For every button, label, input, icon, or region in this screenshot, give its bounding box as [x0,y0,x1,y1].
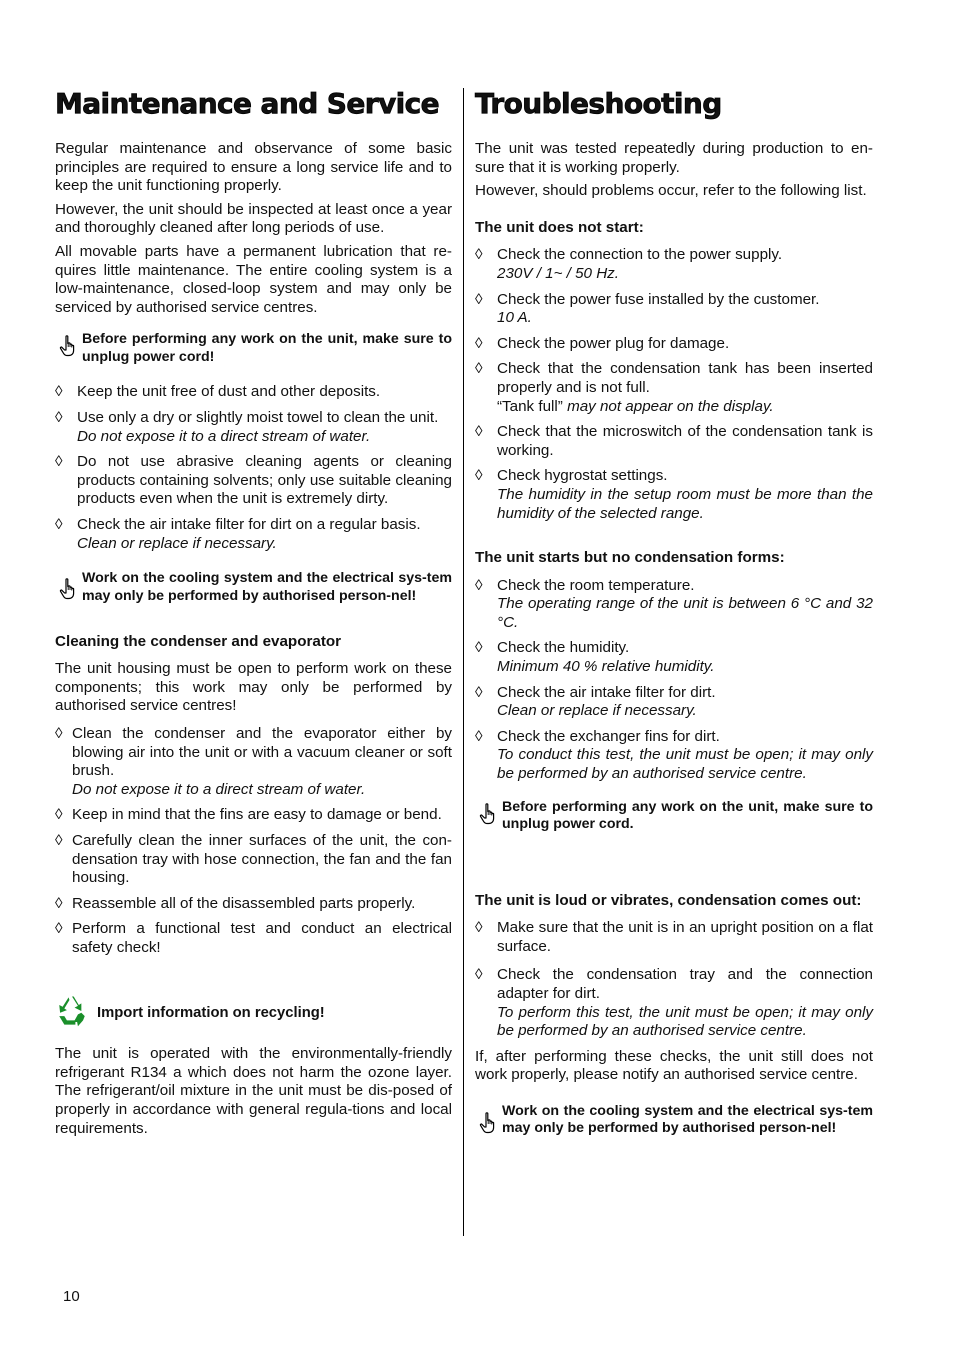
list-item: ◊ Check the power fuse installed by the customer. 10 A. [475,290,820,327]
maintenance-lubrication-text: All movable parts have a permanent lubrication that re-quires little maintenance. The entire cooling system is a low-maintenance, closed-loop system and may only be serviced by authorised service centres. [55,242,452,316]
warning-unplug: Before performing any work on the unit, make sure to unplug power cord! [55,331,452,366]
bullet-icon: ◊ [475,290,483,308]
bullet-icon: ◊ [475,966,483,984]
bullet-icon: ◊ [475,246,483,264]
bullet-icon: ◊ [475,423,483,441]
list-item: ◊ Keep in mind that the fins are easy to damage or bend. [55,806,442,824]
page-number: 10 [63,1288,80,1305]
bullet-icon: ◊ [475,727,483,745]
bullet-icon: ◊ [475,639,483,657]
bullet-icon: ◊ [55,453,63,471]
bullet-icon: ◊ [55,515,63,533]
bullet-icon: ◊ [55,408,63,426]
maintenance-column [55,86,452,1143]
troubleshooting-column [475,86,873,1140]
list-item: ◊ Carefully clean the inner surfaces of the unit, the con-densation tray with hose connection, the fan and the fan housing. [55,832,452,887]
maintenance-title: Maintenance and Service [55,87,439,120]
recycling-icon [55,994,97,1034]
troubleshooting-title: Troubleshooting [475,87,722,120]
warning-authorised-personnel: Work on the cooling system and the electrical sys-tem may only be performed by authorised person-nel! [475,1103,873,1140]
no-condensation-list [475,577,873,784]
bullet-icon: ◊ [475,334,483,352]
bullet-icon: ◊ [475,467,483,485]
list-item: ◊ Check the power plug for damage. [475,334,730,352]
list-item: ◊ Reassemble all of the disassembled parts properly. [55,894,416,912]
list-item: ◊ Make sure that the unit is in an upright position on a flat surface. [475,919,873,955]
bullet-icon: ◊ [55,806,63,824]
maintenance-intro: Regular maintenance and observance of some basic principles are required to ensure a long service life and to keep the unit functioning properly. [55,140,452,195]
list-item: ◊ Keep the unit free of dust and other deposits. [55,383,381,401]
list-item: ◊ Do not use abrasive cleaning agents or cleaning products containing solvents; only use suitable cleaning products even when the unit is extremely dirty. [55,453,452,508]
bullet-icon: ◊ [55,725,63,743]
pointing-hand-icon [475,799,502,831]
list-item: ◊ Use only a dry or slightly moist towel to clean the unit. Do not expose it to a direct stream of water. [55,408,439,445]
troubleshooting-intro: The unit was tested repeatedly during production to en-sure that it is working properly. [475,140,873,176]
notify-service-text: If, after performing these checks, the unit still does not work properly, please notify an authorised service centre. [475,1047,873,1084]
list-item: ◊ Check the connection to the power supply. 230V / 1~ / 50 Hz. [475,246,783,282]
warning-authorised-personnel: Work on the cooling system and the electrical sys-tem may only be performed by authorised person-nel! [55,570,452,606]
list-item: ◊ Check that the condensation tank has been inserted properly and is not full. “Tank full” may not appear on the display. [475,360,873,415]
list-item: ◊ Check the air intake filter for dirt. Clean or replace if necessary. [475,683,716,720]
list-item: ◊ Check hygrostat settings. The humidity in the setup room must be more than the humidity of the selected range. [475,467,873,522]
cleaning-subheading: Cleaning the condenser and evaporator [55,632,342,650]
list-item: ◊ Perform a functional test and conduct an electrical safety check! [55,920,452,956]
bullet-icon: ◊ [475,919,483,937]
list-item: ◊ Check the condensation tray and the connection adapter for dirt. To perform this test, the unit must be open; it may only be performed by an authorised service centre. [475,966,873,1040]
list-item: ◊ Check that the microswitch of the condensation tank is working. [475,423,873,459]
bullet-icon: ◊ [55,894,63,912]
recycling-heading: Import information on recycling! [55,994,452,1034]
bullet-icon: ◊ [55,383,63,401]
maintenance-inspection-text: However, the unit should be inspected at least once a year and thoroughly cleaned after long periods of use. [55,200,452,237]
pointing-hand-icon [475,1103,502,1140]
warning-unplug: Before performing any work on the unit, make sure to unplug power cord. [475,799,873,834]
does-not-start-list [475,246,873,523]
does-not-start-subheading: The unit does not start: [475,218,644,236]
cleaning-list [55,725,452,958]
pointing-hand-icon [55,570,82,606]
bullet-icon: ◊ [475,360,483,378]
recycling-text: The unit is operated with the environmentally-friendly refrigerant R134 a which does not harm the ozone layer. The refrigerant/oil mixture in the unit must be dis-posed of properly in accordance with general regula-tions and local requirements. [55,1045,452,1137]
bullet-icon: ◊ [475,576,483,594]
list-item: ◊ Check the humidity. Minimum 40 % relative humidity. [475,639,715,676]
no-condensation-subheading: The unit starts but no condensation forms: [475,549,785,567]
pointing-hand-icon [55,331,82,363]
cleaning-intro: The unit housing must be open to perform work on these components; this work may only be performed by authorised service centres! [55,660,452,715]
bullet-icon: ◊ [55,832,63,850]
list-item: ◊ Check the air intake filter for dirt on a regular basis. Clean or replace if necessary. [55,515,421,552]
maintenance-list [55,383,452,553]
list-item: ◊ Check the exchanger fins for dirt. To conduct this test, the unit must be open; it may only be performed by an authorised service centre. [475,727,873,783]
column-divider [463,88,464,1236]
list-item: ◊ Clean the condenser and the evaporator either by blowing air into the unit or with a vacuum cleaner or soft brush. Do not expose it to a direct stream of water. [55,725,452,798]
troubleshooting-refer-text: However, should problems occur, refer to the following list. [475,182,867,200]
loud-vibrates-list [475,919,873,1041]
list-item: ◊ Check the room temperature. The operating range of the unit is between 6 °C and 32 °C. [475,576,873,631]
bullet-icon: ◊ [475,683,483,701]
loud-vibrates-subheading: The unit is loud or vibrates, condensation comes out: [475,891,862,909]
bullet-icon: ◊ [55,920,63,938]
